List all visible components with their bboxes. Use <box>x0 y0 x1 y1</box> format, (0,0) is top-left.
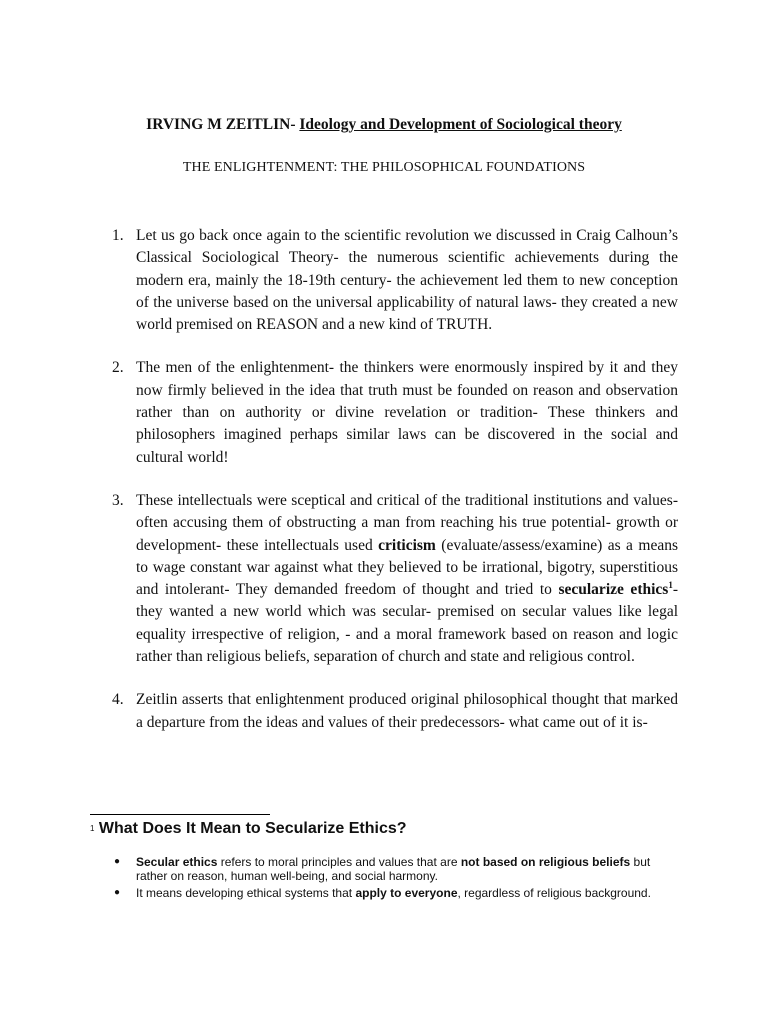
text-run: but rather on reason, human well-being, and social harmony. <box>136 855 651 884</box>
text-run: , regardless of religious background. <box>457 885 651 900</box>
footnote-marker: 1 <box>90 824 95 833</box>
footnote-reference: 1 <box>668 580 673 590</box>
list-item-1 <box>112 225 678 336</box>
footnote-heading <box>90 820 407 838</box>
text-run: These intellectuals were sceptical and critical of the traditional institutions and values- often accusing them of obstructing a man from reaching his true potential- growth or development- these intellectuals used <box>136 491 678 554</box>
list-number: 3. <box>112 491 124 509</box>
numbered-list <box>112 225 678 734</box>
footnote-bullet-item <box>114 855 680 884</box>
footnote-bullet-item <box>114 886 680 900</box>
footnote-heading-text: What Does It Mean to Secularize Ethics? <box>98 820 407 837</box>
list-item-2 <box>112 357 678 468</box>
book-title: Ideology and Development of Sociological theory <box>299 116 622 133</box>
list-item-4 <box>112 689 678 734</box>
bold-term-criticism: criticism <box>378 536 436 554</box>
list-item-3 <box>112 490 678 668</box>
text-run: refers to moral principles and values that are <box>217 855 461 869</box>
text-run: - they wanted a new world which was secular- premised on secular values like legal equality irrespective of religion, - and a moral framework based on reason and logic rather than religious beliefs, separation of church and state and religious control. <box>136 581 678 666</box>
bold-term-text: secularize ethics <box>558 581 669 599</box>
list-number: 2. <box>112 359 124 377</box>
bullet-text <box>136 886 651 900</box>
bold-term: Secular ethics <box>136 855 218 869</box>
text-run: It means developing ethical systems that <box>136 885 356 900</box>
list-number: 4. <box>112 691 124 709</box>
list-item-text: Zeitlin asserts that enlightenment produced original philosophical thought that marked a departure from the ideas and values of their predecessors- what came out of it is- <box>136 691 678 731</box>
bullet-icon: ● <box>114 886 121 898</box>
bold-term-secularize-ethics <box>558 581 672 598</box>
footnote-bullet-list <box>114 855 680 902</box>
bullet-icon: ● <box>114 856 121 867</box>
list-item-text: Let us go back once again to the scientific revolution we discussed in Craig Calhoun’s Classical Sociological Theory- the numerous scientific achievements during the modern era, mainly the 18-19th century- the achievement led them to new conception of the universe based on the universal applicability of natural laws- they created a new world premised on REASON and a new kind of TRUTH. <box>136 227 678 334</box>
list-item-text <box>136 490 678 668</box>
bullet-text <box>136 855 650 883</box>
document-title <box>0 116 768 134</box>
author-name: IRVING M ZEITLIN- <box>146 116 300 133</box>
list-item-text: The men of the enlightenment- the thinkers were enormously inspired by it and they now firmly believed in the idea that truth must be founded on reason and observation rather than on authority or divine revelation or tradition- These thinkers and philosophers imagined perhaps similar laws can be discovered in the social and cultural world! <box>136 359 678 466</box>
bold-term: not based on religious beliefs <box>460 855 631 869</box>
list-number: 1. <box>112 227 124 244</box>
footnote-separator <box>90 814 270 815</box>
bold-term: apply to everyone <box>355 885 458 900</box>
section-heading: THE ENLIGHTENMENT: THE PHILOSOPHICAL FOUNDATIONS <box>182 160 586 175</box>
text-run: (evaluate/assess/examine) as a means to wage constant war against what they believed to be irrational, bigotry, superstitious and intolerant- They demanded freedom of thought and tried to <box>136 536 678 599</box>
